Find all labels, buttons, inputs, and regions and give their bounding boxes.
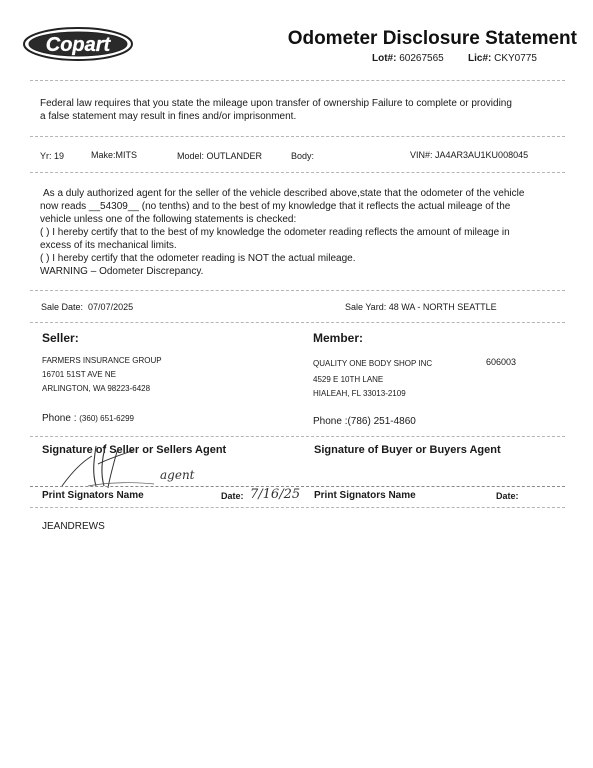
- member-number: 606003: [486, 357, 517, 367]
- seller-phone: [42, 413, 134, 424]
- seller-name: FARMERS INSURANCE GROUP: [42, 356, 162, 365]
- vehicle-make: [91, 150, 137, 160]
- printed-signator-name: JEANDREWS: [42, 521, 105, 532]
- divider: [30, 80, 565, 81]
- seller-signature-label: Signature of Seller or Sellers Agent: [42, 444, 227, 456]
- body-label: Body:: [291, 151, 315, 161]
- lic-label: Lic#:: [468, 53, 492, 64]
- vin-label: VIN#:: [410, 150, 433, 160]
- divider: [30, 322, 565, 323]
- seller-address-2: ARLINGTON, WA 98223-6428: [42, 384, 151, 393]
- seller-date-label: Date:: [221, 491, 244, 501]
- member-address-2: HIALEAH, FL 33013-2109: [313, 389, 406, 398]
- svg-text:Copart: Copart: [45, 34, 111, 56]
- year-value: 19: [54, 151, 65, 161]
- member-heading: Member:: [313, 331, 364, 345]
- divider: [30, 136, 565, 137]
- sale-date: [41, 302, 133, 312]
- vehicle-body: [291, 151, 314, 161]
- seller-phone-label: Phone :: [42, 413, 77, 424]
- model-label: Model:: [177, 151, 205, 161]
- sale-yard-label: Sale Yard:: [345, 302, 387, 312]
- vin-value: JA4AR3AU1KU008045: [435, 150, 529, 160]
- sale-yard: [345, 302, 497, 312]
- notice-line-1: Federal law requires that you state the mileage upon transfer of ownership Failure to complete or providing: [40, 98, 512, 109]
- sale-yard-value: 48 WA - NORTH SEATTLE: [388, 302, 497, 312]
- lot-value: 60267565: [399, 53, 444, 64]
- seller-address-1: 16701 51ST AVE NE: [42, 370, 116, 379]
- cert-line-1: As a duly authorized agent for the seller of the vehicle described above,state that the odometer of the vehicle: [43, 188, 525, 199]
- notice-line-2: a false statement may result in fines and/or imprisonment.: [40, 111, 297, 122]
- cert-now-reads: now reads: [40, 201, 87, 212]
- year-label: Yr:: [40, 151, 52, 161]
- divider: [30, 290, 565, 291]
- member-name: QUALITY ONE BODY SHOP INC: [313, 359, 433, 368]
- model-value: OUTLANDER: [206, 151, 263, 161]
- buyer-print-name-label: Print Signators Name: [314, 490, 416, 501]
- cert-line-2-rest: (no tenths) and to the best of my knowledge that it reflects the actual mileage of the: [141, 201, 511, 212]
- seller-phone-value: (360) 651-6299: [79, 414, 134, 423]
- seller-heading: Seller:: [42, 331, 79, 345]
- cert-option-1-cont: excess of its mechanical limits.: [40, 240, 177, 251]
- vehicle-vin: [410, 150, 528, 160]
- lic-value: CKY0775: [494, 53, 537, 64]
- divider: [30, 507, 565, 508]
- lic-number: [468, 53, 537, 64]
- vehicle-model: [177, 151, 262, 161]
- seller-date-handwritten: 7/16/25: [250, 487, 301, 502]
- copart-logo: [22, 26, 134, 62]
- member-phone: Phone :(786) 251-4860: [313, 416, 416, 427]
- cert-option-1: ( ) I hereby certify that to the best of my knowledge the odometer reading reflects the amount of mileage in: [40, 227, 510, 238]
- make-label: Make:: [91, 150, 116, 160]
- make-value: MITS: [115, 150, 138, 160]
- cert-option-2: ( ) I hereby certify that the odometer reading is NOT the actual mileage.: [40, 253, 356, 264]
- page-title: Odometer Disclosure Statement: [287, 28, 577, 49]
- vehicle-year: [40, 151, 64, 161]
- buyer-date-label: Date:: [496, 491, 519, 501]
- cert-line-3: vehicle unless one of the following statements is checked:: [40, 214, 297, 225]
- divider: [30, 172, 565, 173]
- cert-warning: WARNING – Odometer Discrepancy.: [40, 266, 204, 277]
- cert-line-2: [40, 201, 510, 212]
- seller-print-name-label: Print Signators Name: [42, 490, 144, 501]
- sale-date-value: 07/07/2025: [88, 302, 134, 312]
- lot-number: [372, 53, 444, 64]
- seller-signature-agent: agent: [160, 468, 195, 482]
- sale-date-label: Sale Date:: [41, 302, 84, 312]
- lot-label: Lot#:: [372, 53, 397, 64]
- odometer-reading: __54309__: [88, 201, 139, 212]
- buyer-signature-label: Signature of Buyer or Buyers Agent: [314, 444, 501, 456]
- divider: [30, 436, 565, 437]
- member-address-1: 4529 E 10TH LANE: [313, 375, 384, 384]
- seller-signature-scribble: [58, 442, 168, 497]
